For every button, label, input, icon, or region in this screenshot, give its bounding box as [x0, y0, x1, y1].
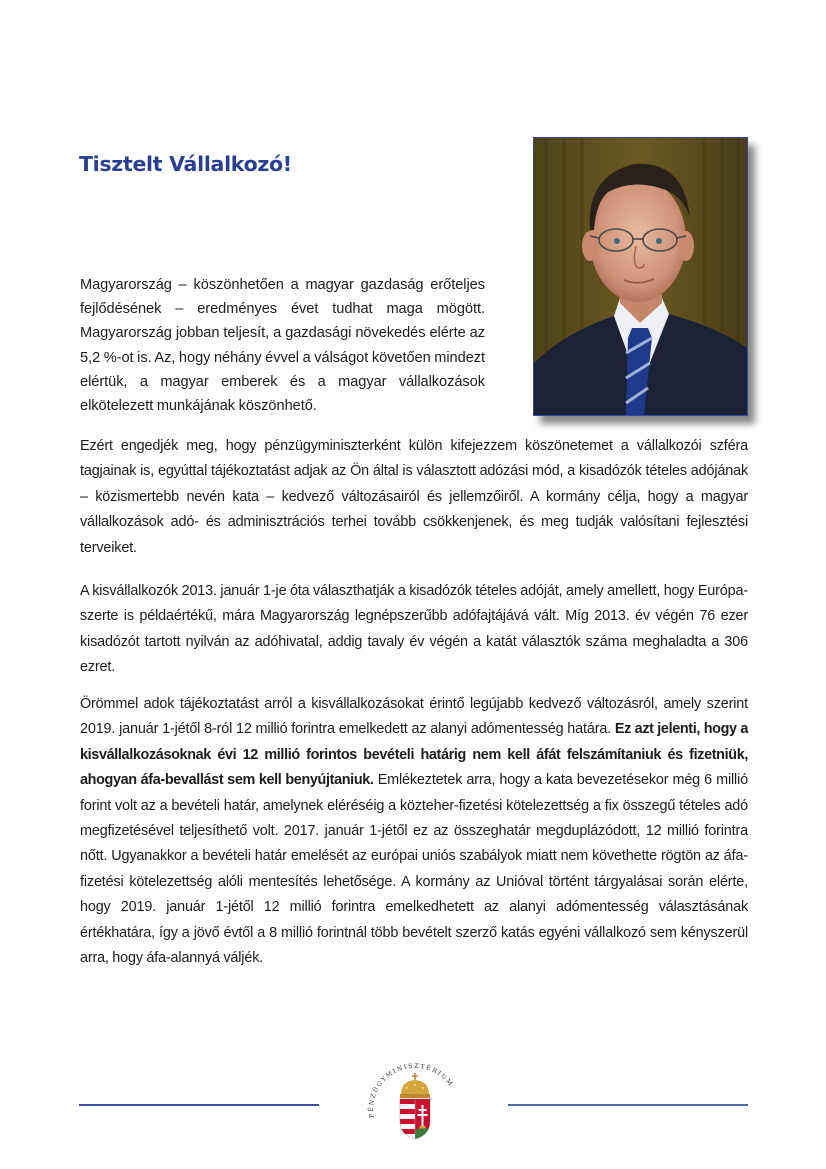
paragraph-history: A kisvállalkozók 2013. január 1-je óta választhatják a kisadózók tételes adóját, amely amellett, hogy Európa-szerte is példaértékű, mára Magyarország legnépszerűbb adófajtájává vált. Míg 2013. év végén 76 ezer kisadózót tartott nyilván az adóhivatal, addig tavaly év végén a katát választók száma meghaladta a 306 ezret. [80, 583, 748, 676]
letter-salutation: Tisztelt Vállalkozó! [79, 152, 292, 176]
paragraph-news-text-1: Örömmel adok tájékoztatást arról a kisvállalkozásokat érintő legújabb kedvező változásról, amely szerint 2019. január 1-jétől 8-ról 12 millió forintra emelkedett az alanyi adómentesség határa. [80, 696, 748, 738]
footer-rule-left [79, 1104, 319, 1106]
minister-portrait-photo [533, 137, 748, 416]
paragraph-news-emphasis: Ez azt jelenti, hogy a kisvállalkozásoknak évi 12 millió forintos bevételi határig nem kell áfát felszámítaniuk és fizetniük, ahogyan áfa-bevallást sem kell benyújtaniuk. [80, 721, 748, 789]
footer-rule-right [508, 1104, 748, 1106]
paragraph-news-text-2: Emlékeztetek arra, hogy a kata bevezetésekor még 6 millió forint volt az a bevételi határ, amelynek eléréséig a közteher-fizetési kötelezettség a fix összegű tételes adó megfizetésével teljesíthető volt. 2017. január 1-jétől ez az összeghatár megduplázódott, 12 millió forintra nőtt. Ugyanakkor a bevételi határ emelését az európai uniós szabályok miatt nem követhette rögtön az áfa-fizetési kötelezettség alóli mentesítés lehetősége. A kormány az Unióval történt tárgyalásai során elérte, hogy 2019. január 1-jétől 12 millió forintra emelkedhetett az alanyi adómentesség választásának értékhatára, így a jövő évtől a 8 millió forintnál több bevételt szerző katás egyéni vállalkozó sem kényszerül arra, hogy áfa-alannyá váljék. [80, 772, 748, 967]
paragraph-intro: Magyarország – köszönhetően a magyar gazdaság erőteljes fejlődésének – eredményes évet tudhat maga mögött. Magyarország jobban teljesít, a gazdasági növekedés elérte az 5,2 %-ot is. Az, hogy néhány évvel a válságot követően mindezt elértük, a magyar emberek és a magyar vállalkozások elkötelezett munkájának köszönhető. [80, 277, 486, 415]
ministry-emblem-text: PÉNZÜGYMINISZTÉRIUM [367, 1062, 455, 1119]
ministry-emblem-logo [360, 1055, 470, 1147]
paragraph-news [80, 692, 748, 971]
portrait-image [534, 138, 747, 415]
hungarian-coat-of-arms-icon [400, 1073, 430, 1139]
paragraph-thanks: Ezért engedjék meg, hogy pénzügyminiszterként külön kifejezzem köszönetemet a vállalkozói szféra tagjainak is, egyúttal tájékoztatást adjak az Ön által is választott adózási mód, a kisadózók tételes adójának – közismertebb nevén kata – kedvező változásairól és jellemzőiről. A kormány célja, hogy a magyar vállalkozások adó- és adminisztrációs terhei tovább csökkenjenek, és meg tudják valósítani fejlesztési terveiket. [80, 438, 748, 556]
